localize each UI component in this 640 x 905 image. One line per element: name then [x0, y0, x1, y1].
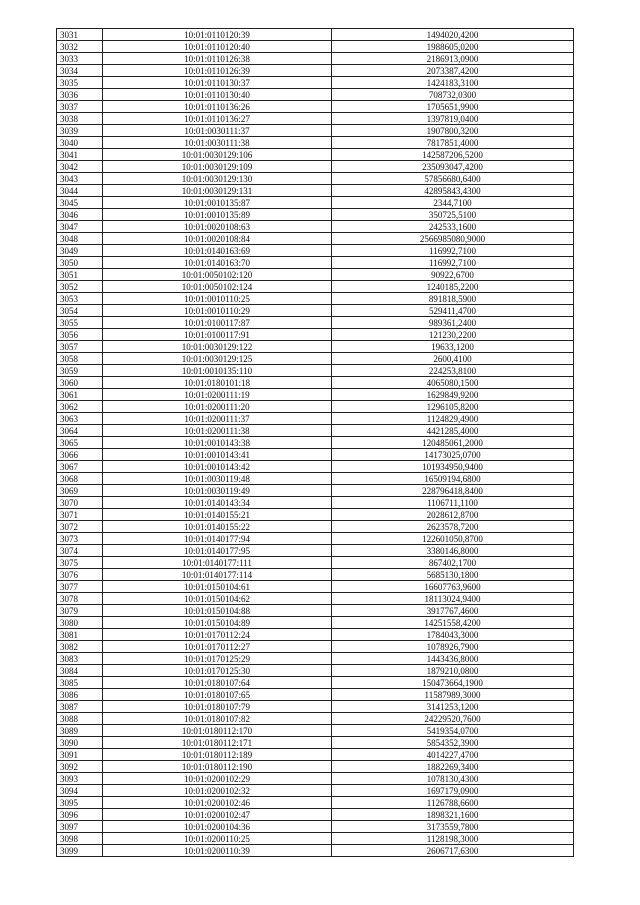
- cadastral-number-cell: 10:01:0170112:24: [103, 629, 332, 641]
- table-row: [57, 689, 574, 701]
- table-row: [57, 413, 574, 425]
- table-row: [57, 401, 574, 413]
- row-number-cell: 3048: [57, 233, 103, 245]
- table-row: [57, 533, 574, 545]
- value-cell: 1106711,1100: [332, 497, 574, 509]
- row-number-cell: 3040: [57, 137, 103, 149]
- value-cell: 2186913,0900: [332, 53, 574, 65]
- table-row: [57, 509, 574, 521]
- row-number-cell: 3055: [57, 317, 103, 329]
- row-number-cell: 3036: [57, 89, 103, 101]
- value-cell: 1126788,6600: [332, 797, 574, 809]
- cadastral-number-cell: 10:01:0020108:84: [103, 233, 332, 245]
- cadastral-number-cell: 10:01:0010135:89: [103, 209, 332, 221]
- table-row: [57, 593, 574, 605]
- row-number-cell: 3093: [57, 773, 103, 785]
- cadastral-number-cell: 10:01:0180107:82: [103, 713, 332, 725]
- value-cell: 5685130,1800: [332, 569, 574, 581]
- value-cell: 1705651,9900: [332, 101, 574, 113]
- table-row: [57, 113, 574, 125]
- cadastral-number-cell: 10:01:0030129:106: [103, 149, 332, 161]
- row-number-cell: 3087: [57, 701, 103, 713]
- row-number-cell: 3041: [57, 149, 103, 161]
- value-cell: 1240185,2200: [332, 281, 574, 293]
- table-row: [57, 629, 574, 641]
- table-row: [57, 377, 574, 389]
- value-cell: 57856680,6400: [332, 173, 574, 185]
- value-cell: 224253,8100: [332, 365, 574, 377]
- row-number-cell: 3073: [57, 533, 103, 545]
- value-cell: 16509194,6800: [332, 473, 574, 485]
- row-number-cell: 3037: [57, 101, 103, 113]
- row-number-cell: 3057: [57, 341, 103, 353]
- row-number-cell: 3058: [57, 353, 103, 365]
- value-cell: 5854352,3900: [332, 737, 574, 749]
- value-cell: 1988605,0200: [332, 41, 574, 53]
- row-number-cell: 3035: [57, 77, 103, 89]
- row-number-cell: 3038: [57, 113, 103, 125]
- cadastral-number-cell: 10:01:0110136:27: [103, 113, 332, 125]
- row-number-cell: 3044: [57, 185, 103, 197]
- table-row: [57, 341, 574, 353]
- table-row: [57, 389, 574, 401]
- value-cell: 1443436,8000: [332, 653, 574, 665]
- table-row: [57, 521, 574, 533]
- table-row: [57, 677, 574, 689]
- row-number-cell: 3082: [57, 641, 103, 653]
- row-number-cell: 3086: [57, 689, 103, 701]
- table-row: [57, 653, 574, 665]
- cadastral-number-cell: 10:01:0200104:36: [103, 821, 332, 833]
- cadastral-number-cell: 10:01:0110130:40: [103, 89, 332, 101]
- cadastral-number-cell: 10:01:0140177:114: [103, 569, 332, 581]
- value-cell: 2028612,8700: [332, 509, 574, 521]
- table-row: [57, 485, 574, 497]
- cadastral-number-cell: 10:01:0010110:29: [103, 305, 332, 317]
- cadastral-number-cell: 10:01:0200111:38: [103, 425, 332, 437]
- cadastral-number-cell: 10:01:0110120:39: [103, 29, 332, 41]
- table-row: [57, 185, 574, 197]
- table-row: [57, 545, 574, 557]
- table-row: [57, 353, 574, 365]
- row-number-cell: 3034: [57, 65, 103, 77]
- value-cell: 16607763,9600: [332, 581, 574, 593]
- table-row: [57, 317, 574, 329]
- value-cell: 14251558,4200: [332, 617, 574, 629]
- cadastral-number-cell: 10:01:0170125:29: [103, 653, 332, 665]
- row-number-cell: 3070: [57, 497, 103, 509]
- cadastral-number-cell: 10:01:0010143:41: [103, 449, 332, 461]
- row-number-cell: 3045: [57, 197, 103, 209]
- cadastral-number-cell: 10:01:0010135:87: [103, 197, 332, 209]
- cadastral-number-cell: 10:01:0030111:37: [103, 125, 332, 137]
- row-number-cell: 3094: [57, 785, 103, 797]
- row-number-cell: 3053: [57, 293, 103, 305]
- row-number-cell: 3072: [57, 521, 103, 533]
- row-number-cell: 3062: [57, 401, 103, 413]
- row-number-cell: 3031: [57, 29, 103, 41]
- row-number-cell: 3043: [57, 173, 103, 185]
- row-number-cell: 3063: [57, 413, 103, 425]
- cadastral-number-cell: 10:01:0050102:124: [103, 281, 332, 293]
- value-cell: 708732,0300: [332, 89, 574, 101]
- cadastral-number-cell: 10:01:0110120:40: [103, 41, 332, 53]
- row-number-cell: 3052: [57, 281, 103, 293]
- cadastral-number-cell: 10:01:0140163:69: [103, 245, 332, 257]
- table-row: [57, 125, 574, 137]
- value-cell: 2606717,6300: [332, 845, 574, 857]
- value-cell: 235093047,4200: [332, 161, 574, 173]
- value-cell: 989361,2400: [332, 317, 574, 329]
- table-row: [57, 233, 574, 245]
- cadastral-value-table: [56, 28, 574, 857]
- value-cell: 529411,4700: [332, 305, 574, 317]
- row-number-cell: 3098: [57, 833, 103, 845]
- row-number-cell: 3067: [57, 461, 103, 473]
- cadastral-number-cell: 10:01:0100117:91: [103, 329, 332, 341]
- row-number-cell: 3096: [57, 809, 103, 821]
- row-number-cell: 3060: [57, 377, 103, 389]
- value-cell: 1494020,4200: [332, 29, 574, 41]
- cadastral-number-cell: 10:01:0100117:87: [103, 317, 332, 329]
- cadastral-number-cell: 10:01:0110126:39: [103, 65, 332, 77]
- row-number-cell: 3089: [57, 725, 103, 737]
- row-number-cell: 3064: [57, 425, 103, 437]
- row-number-cell: 3032: [57, 41, 103, 53]
- value-cell: 3141253,1200: [332, 701, 574, 713]
- row-number-cell: 3078: [57, 593, 103, 605]
- row-number-cell: 3080: [57, 617, 103, 629]
- value-cell: 1907800,3200: [332, 125, 574, 137]
- value-cell: 7817851,4000: [332, 137, 574, 149]
- value-cell: 242533,1600: [332, 221, 574, 233]
- cadastral-number-cell: 10:01:0030129:122: [103, 341, 332, 353]
- table-row: [57, 749, 574, 761]
- row-number-cell: 3065: [57, 437, 103, 449]
- row-number-cell: 3092: [57, 761, 103, 773]
- cadastral-number-cell: 10:01:0010135:110: [103, 365, 332, 377]
- cadastral-number-cell: 10:01:0050102:120: [103, 269, 332, 281]
- value-cell: 228796418,8400: [332, 485, 574, 497]
- cadastral-number-cell: 10:01:0110130:37: [103, 77, 332, 89]
- table-row: [57, 29, 574, 41]
- value-cell: 4065080,1500: [332, 377, 574, 389]
- row-number-cell: 3074: [57, 545, 103, 557]
- value-cell: 121230,2200: [332, 329, 574, 341]
- table-row: [57, 329, 574, 341]
- row-number-cell: 3046: [57, 209, 103, 221]
- table-row: [57, 425, 574, 437]
- cadastral-number-cell: 10:01:0140177:95: [103, 545, 332, 557]
- value-cell: 42895843,4300: [332, 185, 574, 197]
- value-cell: 1078926,7900: [332, 641, 574, 653]
- value-cell: 2566985080,9000: [332, 233, 574, 245]
- cadastral-number-cell: 10:01:0180107:65: [103, 689, 332, 701]
- value-cell: 150473664,1900: [332, 677, 574, 689]
- row-number-cell: 3047: [57, 221, 103, 233]
- table-row: [57, 569, 574, 581]
- table-row: [57, 617, 574, 629]
- row-number-cell: 3068: [57, 473, 103, 485]
- value-cell: 3173559,7800: [332, 821, 574, 833]
- value-cell: 122601050,8700: [332, 533, 574, 545]
- table-row: [57, 665, 574, 677]
- row-number-cell: 3050: [57, 257, 103, 269]
- table-row: [57, 581, 574, 593]
- cadastral-number-cell: 10:01:0150104:61: [103, 581, 332, 593]
- table-row: [57, 797, 574, 809]
- value-cell: 11587989,3000: [332, 689, 574, 701]
- row-number-cell: 3095: [57, 797, 103, 809]
- table-row: [57, 77, 574, 89]
- table-row: [57, 725, 574, 737]
- row-number-cell: 3051: [57, 269, 103, 281]
- table-row: [57, 461, 574, 473]
- value-cell: 1879210,0800: [332, 665, 574, 677]
- cadastral-number-cell: 10:01:0030111:38: [103, 137, 332, 149]
- table-row: [57, 737, 574, 749]
- table-row: [57, 65, 574, 77]
- table-row: [57, 821, 574, 833]
- table-row: [57, 809, 574, 821]
- cadastral-number-cell: 10:01:0150104:88: [103, 605, 332, 617]
- value-cell: 101934950,9400: [332, 461, 574, 473]
- table-row: [57, 713, 574, 725]
- value-cell: 1397819,0400: [332, 113, 574, 125]
- value-cell: 1784043,3000: [332, 629, 574, 641]
- value-cell: 350725,5100: [332, 209, 574, 221]
- cadastral-number-cell: 10:01:0030129:131: [103, 185, 332, 197]
- cadastral-number-cell: 10:01:0180107:79: [103, 701, 332, 713]
- cadastral-number-cell: 10:01:0200110:39: [103, 845, 332, 857]
- value-cell: 116992,7100: [332, 257, 574, 269]
- table-row: [57, 257, 574, 269]
- cadastral-number-cell: 10:01:0180112:190: [103, 761, 332, 773]
- value-cell: 1898321,1600: [332, 809, 574, 821]
- table-row: [57, 137, 574, 149]
- cadastral-number-cell: 10:01:0200102:46: [103, 797, 332, 809]
- cadastral-number-cell: 10:01:0030119:48: [103, 473, 332, 485]
- table-row: [57, 437, 574, 449]
- value-cell: 120485061,2000: [332, 437, 574, 449]
- table-row: [57, 89, 574, 101]
- value-cell: 1424183,3100: [332, 77, 574, 89]
- cadastral-number-cell: 10:01:0180112:170: [103, 725, 332, 737]
- cadastral-number-cell: 10:01:0110126:38: [103, 53, 332, 65]
- row-number-cell: 3061: [57, 389, 103, 401]
- value-cell: 2344,7100: [332, 197, 574, 209]
- row-number-cell: 3079: [57, 605, 103, 617]
- row-number-cell: 3084: [57, 665, 103, 677]
- cadastral-number-cell: 10:01:0150104:89: [103, 617, 332, 629]
- value-cell: 1882269,3400: [332, 761, 574, 773]
- value-cell: 4421285,4000: [332, 425, 574, 437]
- table-row: [57, 701, 574, 713]
- table-row: [57, 785, 574, 797]
- cadastral-number-cell: 10:01:0030119:49: [103, 485, 332, 497]
- cadastral-number-cell: 10:01:0140155:22: [103, 521, 332, 533]
- cadastral-number-cell: 10:01:0140177:94: [103, 533, 332, 545]
- table-row: [57, 473, 574, 485]
- row-number-cell: 3081: [57, 629, 103, 641]
- row-number-cell: 3033: [57, 53, 103, 65]
- cadastral-number-cell: 10:01:0180107:64: [103, 677, 332, 689]
- row-number-cell: 3069: [57, 485, 103, 497]
- cadastral-number-cell: 10:01:0140177:111: [103, 557, 332, 569]
- row-number-cell: 3091: [57, 749, 103, 761]
- table-row: [57, 149, 574, 161]
- value-cell: 867402,1700: [332, 557, 574, 569]
- cadastral-number-cell: 10:01:0010143:38: [103, 437, 332, 449]
- cadastral-number-cell: 10:01:0200102:32: [103, 785, 332, 797]
- table-row: [57, 41, 574, 53]
- row-number-cell: 3076: [57, 569, 103, 581]
- value-cell: 2623578,7200: [332, 521, 574, 533]
- table-row: [57, 833, 574, 845]
- table-row: [57, 305, 574, 317]
- table-row: [57, 497, 574, 509]
- table-row: [57, 293, 574, 305]
- row-number-cell: 3056: [57, 329, 103, 341]
- table-row: [57, 557, 574, 569]
- cadastral-number-cell: 10:01:0140155:21: [103, 509, 332, 521]
- table-row: [57, 281, 574, 293]
- row-number-cell: 3059: [57, 365, 103, 377]
- cadastral-number-cell: 10:01:0180112:171: [103, 737, 332, 749]
- cadastral-number-cell: 10:01:0200102:47: [103, 809, 332, 821]
- row-number-cell: 3054: [57, 305, 103, 317]
- cadastral-number-cell: 10:01:0010110:25: [103, 293, 332, 305]
- table-row: [57, 605, 574, 617]
- cadastral-number-cell: 10:01:0020108:63: [103, 221, 332, 233]
- table-row: [57, 845, 574, 857]
- table-row: [57, 101, 574, 113]
- value-cell: 19633,1200: [332, 341, 574, 353]
- cadastral-number-cell: 10:01:0170125:30: [103, 665, 332, 677]
- table-row: [57, 173, 574, 185]
- cadastral-number-cell: 10:01:0200111:20: [103, 401, 332, 413]
- row-number-cell: 3088: [57, 713, 103, 725]
- table-row: [57, 773, 574, 785]
- cadastral-number-cell: 10:01:0200110:25: [103, 833, 332, 845]
- value-cell: 24229520,7600: [332, 713, 574, 725]
- cadastral-number-cell: 10:01:0140143:34: [103, 497, 332, 509]
- value-cell: 5419354,0700: [332, 725, 574, 737]
- row-number-cell: 3066: [57, 449, 103, 461]
- cadastral-number-cell: 10:01:0110136:26: [103, 101, 332, 113]
- table-row: [57, 449, 574, 461]
- value-cell: 1078130,4300: [332, 773, 574, 785]
- value-cell: 14173025,0700: [332, 449, 574, 461]
- row-number-cell: 3090: [57, 737, 103, 749]
- table-row: [57, 53, 574, 65]
- value-cell: 1629849,9200: [332, 389, 574, 401]
- cadastral-number-cell: 10:01:0180101:18: [103, 377, 332, 389]
- value-cell: 1697179,0900: [332, 785, 574, 797]
- table-row: [57, 365, 574, 377]
- value-cell: 1296105,8200: [332, 401, 574, 413]
- cadastral-number-cell: 10:01:0180112:189: [103, 749, 332, 761]
- row-number-cell: 3042: [57, 161, 103, 173]
- value-cell: 3917767,4600: [332, 605, 574, 617]
- row-number-cell: 3071: [57, 509, 103, 521]
- table-row: [57, 221, 574, 233]
- row-number-cell: 3097: [57, 821, 103, 833]
- value-cell: 116992,7100: [332, 245, 574, 257]
- row-number-cell: 3077: [57, 581, 103, 593]
- value-cell: 18113024,9400: [332, 593, 574, 605]
- table-row: [57, 245, 574, 257]
- value-cell: 2073387,4200: [332, 65, 574, 77]
- table-body: [57, 29, 574, 857]
- cadastral-number-cell: 10:01:0200102:29: [103, 773, 332, 785]
- cadastral-number-cell: 10:01:0030129:109: [103, 161, 332, 173]
- cadastral-number-cell: 10:01:0030129:125: [103, 353, 332, 365]
- row-number-cell: 3083: [57, 653, 103, 665]
- value-cell: 4014227,4700: [332, 749, 574, 761]
- value-cell: 1128198,3000: [332, 833, 574, 845]
- value-cell: 90922,6700: [332, 269, 574, 281]
- table-row: [57, 209, 574, 221]
- table-row: [57, 761, 574, 773]
- row-number-cell: 3049: [57, 245, 103, 257]
- cadastral-number-cell: 10:01:0010143:42: [103, 461, 332, 473]
- table-row: [57, 641, 574, 653]
- row-number-cell: 3099: [57, 845, 103, 857]
- value-cell: 1124829,4900: [332, 413, 574, 425]
- cadastral-number-cell: 10:01:0200111:19: [103, 389, 332, 401]
- table-row: [57, 197, 574, 209]
- cadastral-number-cell: 10:01:0030129:130: [103, 173, 332, 185]
- table-row: [57, 269, 574, 281]
- value-cell: 142587206,5200: [332, 149, 574, 161]
- value-cell: 3380146,8000: [332, 545, 574, 557]
- cadastral-number-cell: 10:01:0200111:37: [103, 413, 332, 425]
- row-number-cell: 3085: [57, 677, 103, 689]
- value-cell: 2600,4100: [332, 353, 574, 365]
- cadastral-number-cell: 10:01:0150104:62: [103, 593, 332, 605]
- row-number-cell: 3075: [57, 557, 103, 569]
- cadastral-number-cell: 10:01:0170112:27: [103, 641, 332, 653]
- table-row: [57, 161, 574, 173]
- row-number-cell: 3039: [57, 125, 103, 137]
- value-cell: 891818,5900: [332, 293, 574, 305]
- cadastral-number-cell: 10:01:0140163:70: [103, 257, 332, 269]
